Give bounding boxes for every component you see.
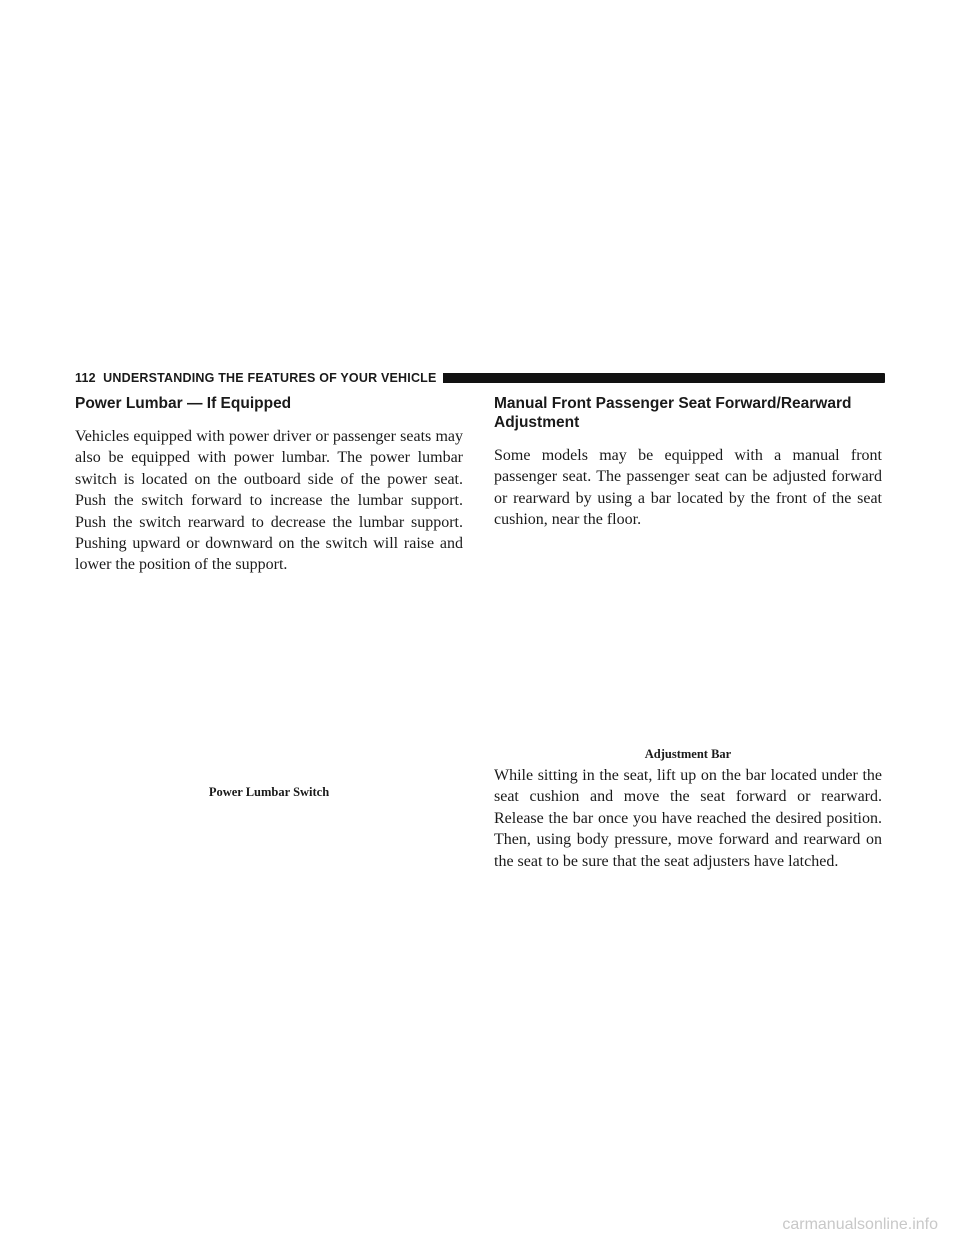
right-column-lower — [494, 765, 882, 872]
right-column — [494, 394, 882, 531]
page-header — [75, 369, 885, 387]
left-column — [75, 394, 463, 576]
page-number: 112 — [75, 371, 96, 385]
manual-seat-paragraph-2: While sitting in the seat, lift up on the bar located under the seat cushion and move the seat forward or rearward. Release the bar once you have reached the desired position. Then, using body pressure, move forward and rearward on the seat to be sure that the seat adjusters have latched. — [494, 767, 882, 870]
watermark-text: carmanualsonline.info — [782, 1216, 938, 1233]
adjustment-bar-figure-caption: Adjustment Bar — [644, 747, 732, 761]
manual-seat-paragraph-1: Some models may be equipped with a manual front passenger seat. The passenger seat can be adjusted forward or rearward by using a bar located by the front of the seat cushion, near the floor. — [494, 447, 882, 529]
power-lumbar-paragraph: Vehicles equipped with power driver or passenger seats may also be equipped with power lumbar. The power lumbar switch is located on the outboard side of the power seat. Push the switch forward to increase the lumbar support. Push the switch rearward to decrease the lumbar support. Pushing upward or downward on the switch will raise and lower the position of the support. — [75, 428, 463, 574]
power-lumbar-heading: Power Lumbar — If Equipped — [75, 395, 292, 412]
power-lumbar-figure-caption: Power Lumbar Switch — [208, 785, 330, 799]
section-title: UNDERSTANDING THE FEATURES OF YOUR VEHICLE — [103, 371, 437, 385]
manual-seat-heading: Manual Front Passenger Seat Forward/Rearward Adjustment — [494, 395, 852, 431]
header-rule-bar — [443, 373, 885, 383]
page-header-text — [75, 371, 437, 385]
